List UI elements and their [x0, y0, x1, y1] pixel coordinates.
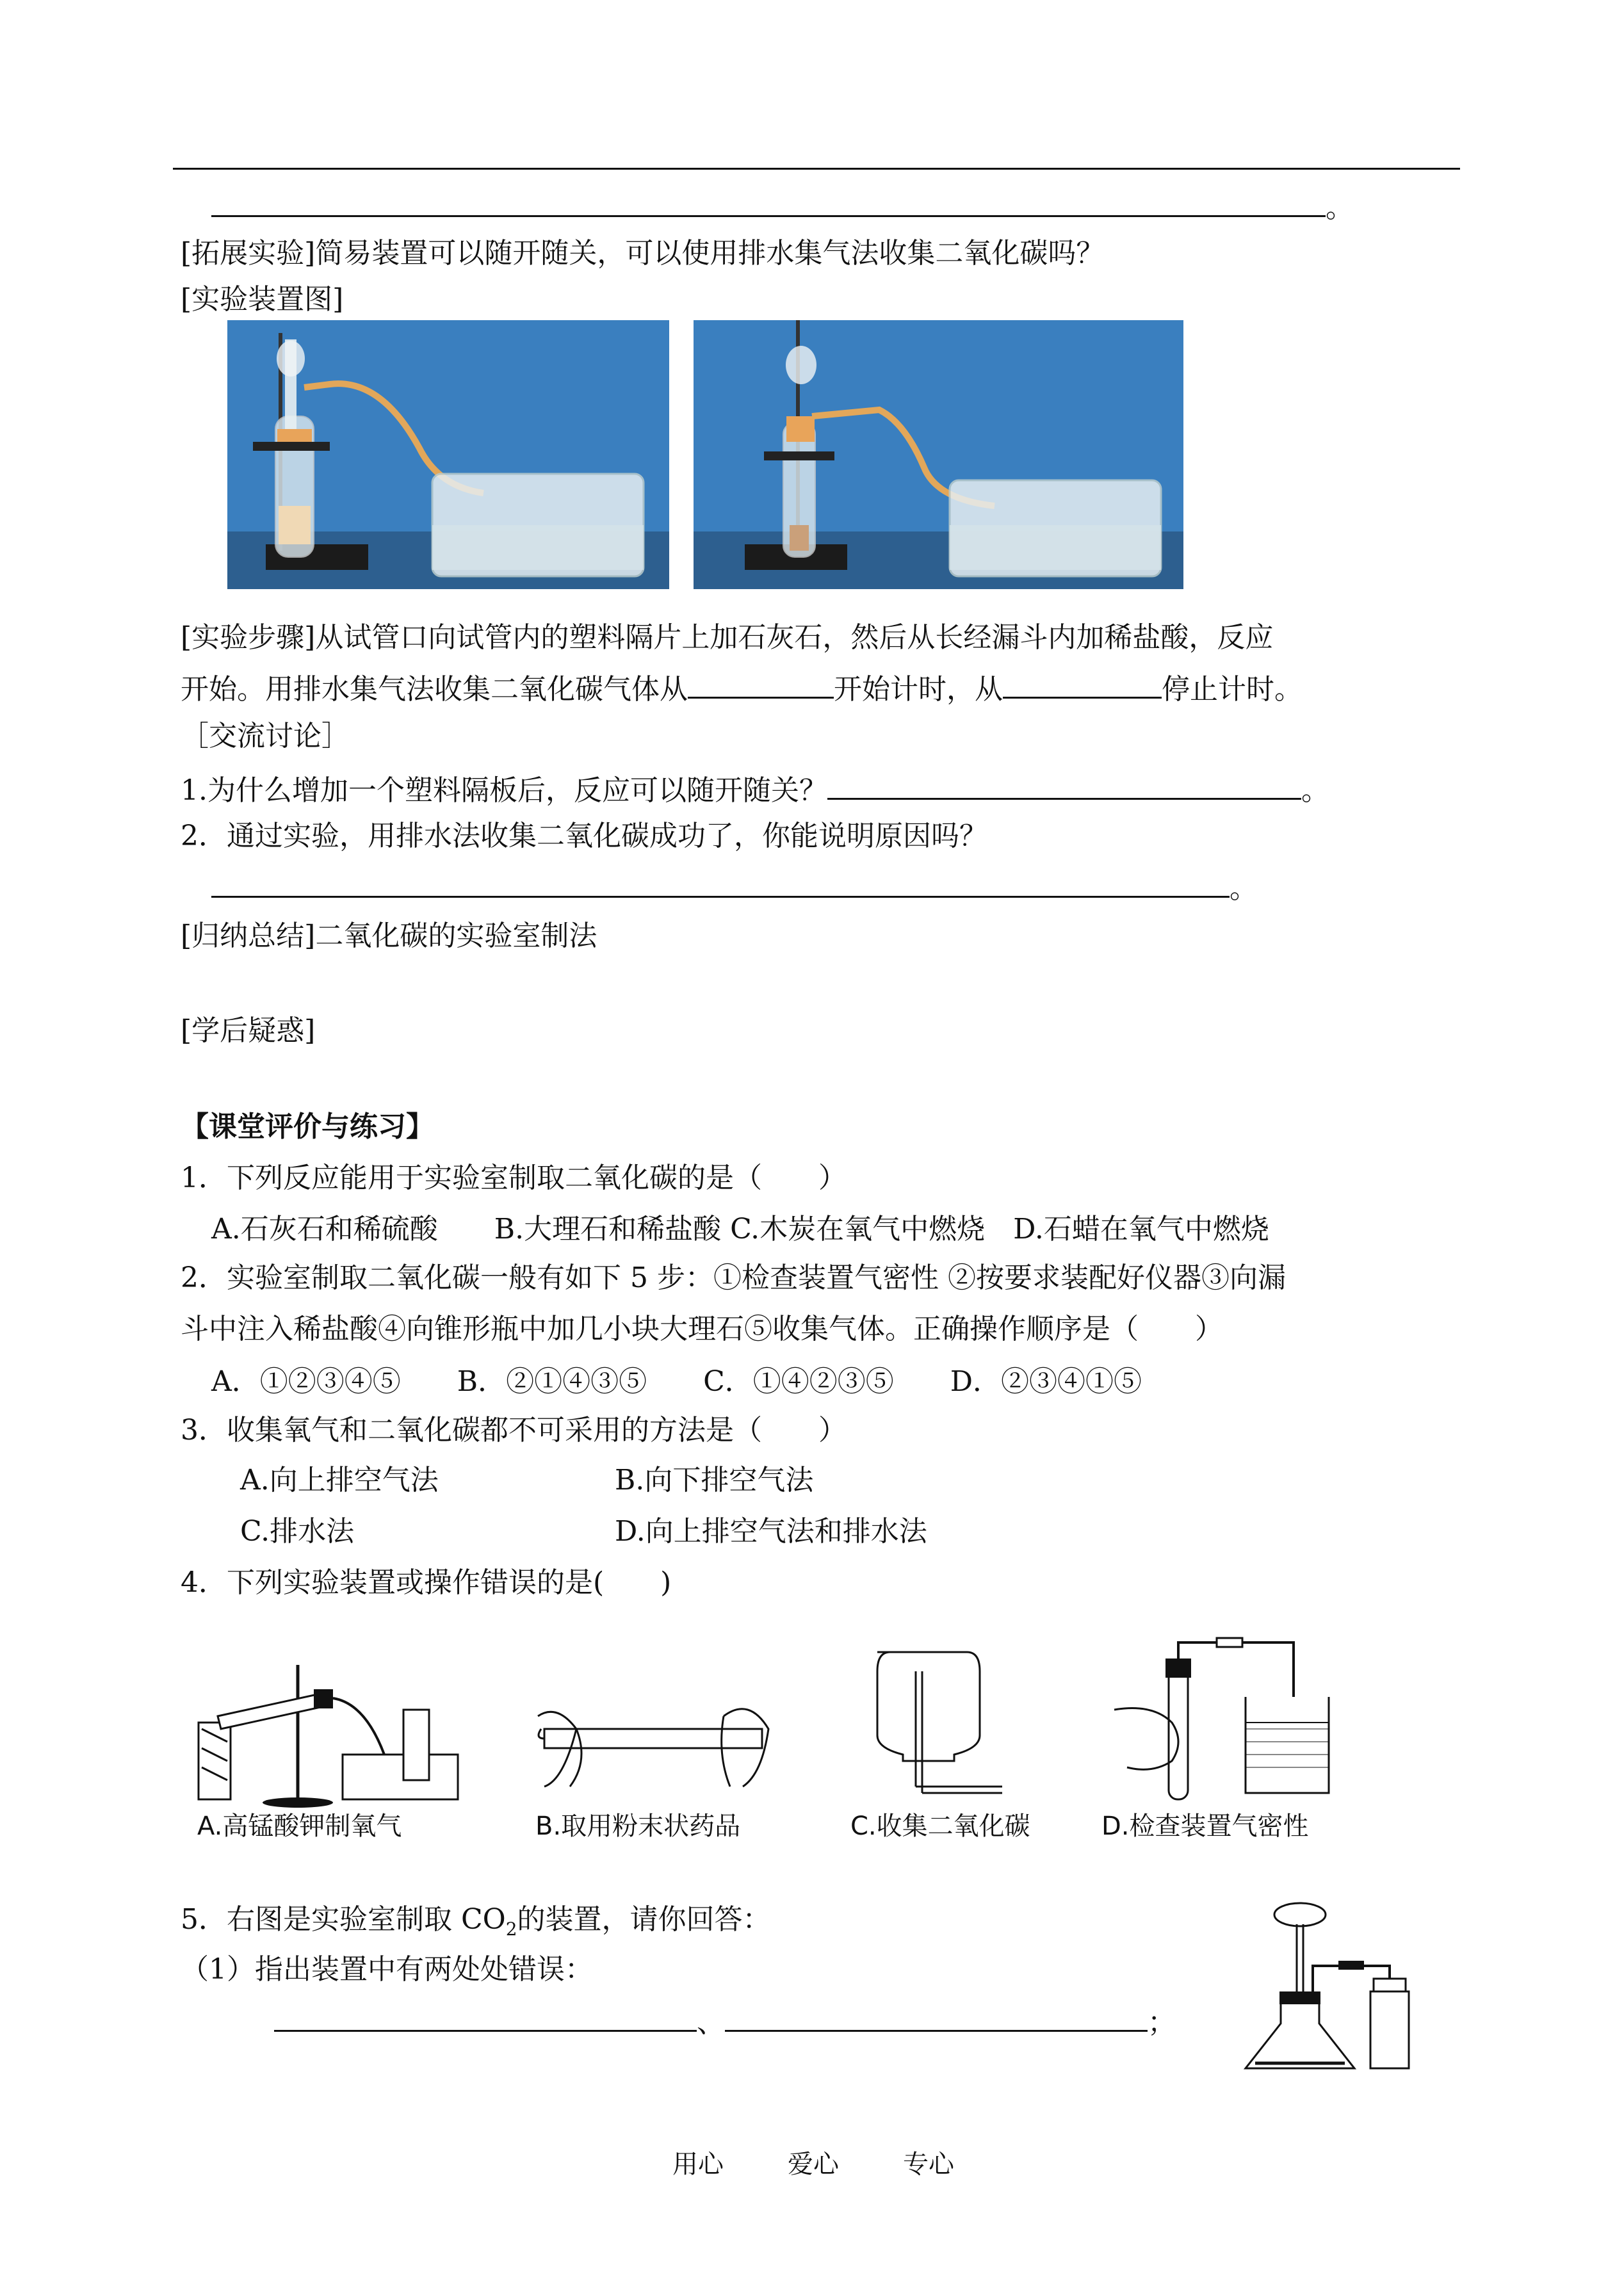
header-rule	[173, 168, 1460, 170]
practice-q2-stem-1: 2．实验室制取二氧化碳一般有如下 5 步：①检查装置气密性 ②按要求装配好仪器③向漏	[181, 1261, 1286, 1294]
figure-a-caption: A.高锰酸钾制氧气	[197, 1812, 402, 1841]
practice-q3-stem: 3．收集氧气和二氧化碳都不可采用的方法是（ ）	[181, 1414, 847, 1447]
discussion-q1: 1.为什么增加一个塑料隔板后，反应可以随开随关？ 。	[181, 770, 1329, 810]
practice-q3-option-c: C.排水法	[240, 1515, 355, 1548]
practice-title: 【课堂评价与练习】	[181, 1110, 434, 1143]
answer-line-top: 。	[211, 187, 1354, 227]
figure-b-caption: B.取用粉末状药品	[535, 1812, 741, 1841]
extension-heading: [拓展实验]简易装置可以随开随关，可以使用排水集气法收集二氧化碳吗？	[181, 237, 1105, 270]
practice-q3-option-b: B.向下排空气法	[615, 1464, 814, 1496]
figure-b-powder	[532, 1691, 775, 1793]
summary-label: [归纳总结]二氧化碳的实验室制法	[181, 920, 597, 952]
diagram-label: [实验装置图]	[181, 283, 344, 316]
practice-q1-options: A.石灰石和稀硫酸 B.大理石和稀盐酸 C.木炭在氧气中燃烧 D.石蜡在氧气中燃烧	[211, 1213, 1269, 1245]
figure-c-caption: C.收集二氧化碳	[850, 1812, 1030, 1841]
practice-q4-stem: 4．下列实验装置或操作错误的是( )	[181, 1566, 672, 1599]
practice-q5-answer-lines: 、 ；	[274, 2002, 1176, 2042]
figure-a-potassium-permanganate	[192, 1658, 461, 1806]
practice-q2-stem-2: 斗中注入稀盐酸④向锥形瓶中加几小块大理石⑤收集气体。正确操作顺序是（ ）	[181, 1313, 1223, 1345]
footer-yongxin: 用心	[672, 2150, 724, 2179]
practice-q5-stem: 5．右图是实验室制取 $CO_2$的装置，请你回答：	[181, 1903, 771, 1940]
steps-line-2: 开始。用排水集气法收集二氧化碳气体从 开始计时，从 停止计时。	[181, 669, 1303, 709]
figure-c-co2-collection	[852, 1646, 1005, 1806]
doubts-label: [学后疑惑]	[181, 1014, 316, 1047]
footer-zhuanxin: 专心	[903, 2150, 954, 2179]
practice-q2-options: A．①②③④⑤ B．②①④③⑤ C．①④②③⑤ D．②③④①⑤	[211, 1365, 1142, 1398]
practice-q3-option-d: D.向上排空气法和排水法	[615, 1515, 927, 1548]
discussion-label: ［交流讨论］	[181, 720, 350, 752]
practice-q3-option-a: A.向上排空气法	[240, 1464, 439, 1496]
apparatus-photo-1	[227, 320, 669, 589]
discussion-q2: 2．通过实验，用排水法收集二氧化碳成功了，你能说明原因吗？	[181, 820, 987, 852]
practice-q1-stem: 1．下列反应能用于实验室制取二氧化碳的是（ ）	[181, 1162, 847, 1194]
discussion-q2-answer-line: 。	[211, 868, 1258, 908]
steps-line-1: [实验步骤]从试管口向试管内的塑料隔片上加石灰石，然后从长经漏斗内加稀盐酸，反应	[181, 621, 1274, 654]
figure-co2-apparatus	[1242, 1895, 1422, 2081]
figure-d-airtightness	[1101, 1633, 1332, 1806]
figure-d-caption: D.检查装置气密性	[1101, 1812, 1309, 1841]
footer-aixin: 爱心	[788, 2150, 839, 2179]
apparatus-photo-2	[694, 320, 1183, 589]
practice-q5-part1: （1）指出装置中有两处处错误：	[181, 1953, 593, 1986]
